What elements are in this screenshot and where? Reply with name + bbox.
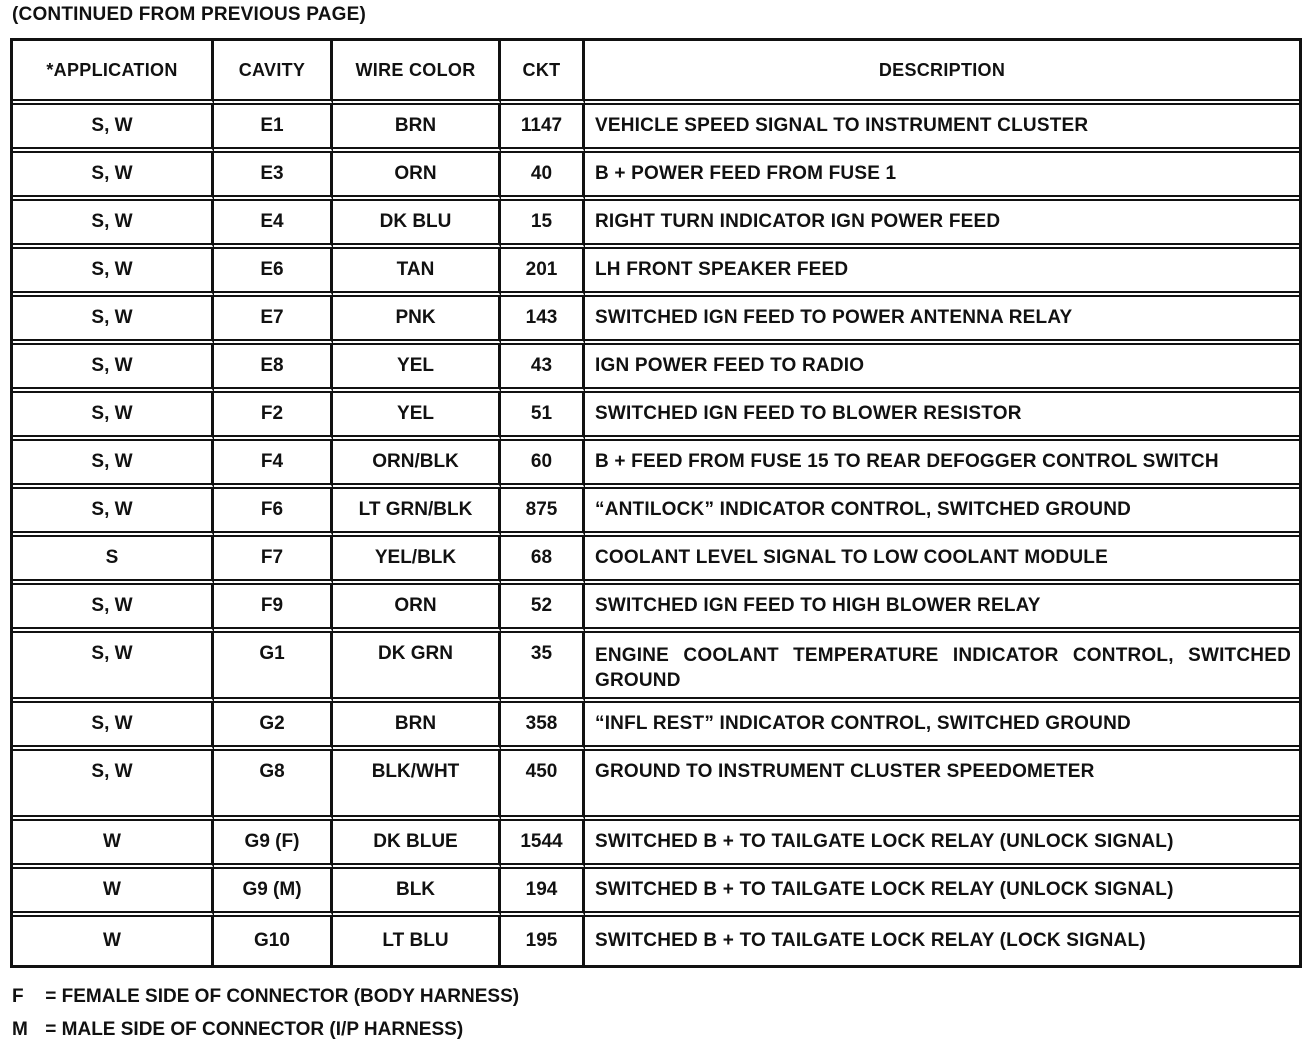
cell-cavity: F9 bbox=[214, 585, 333, 633]
cell-application: W bbox=[13, 821, 214, 869]
table-row bbox=[13, 869, 1299, 917]
table-row bbox=[13, 821, 1299, 869]
cell-description: “INFL REST” INDICATOR CONTROL, SWITCHED GROUND bbox=[585, 703, 1299, 751]
table-row bbox=[13, 917, 1299, 965]
cell-application: S, W bbox=[13, 585, 214, 633]
continued-note: (CONTINUED FROM PREVIOUS PAGE) bbox=[12, 4, 366, 25]
legend-female-text: = FEMALE SIDE OF CONNECTOR (BODY HARNESS) bbox=[45, 986, 520, 1007]
cell-wire-color: BRN bbox=[333, 703, 501, 751]
cell-wire-color: ORN/BLK bbox=[333, 441, 501, 489]
cell-description: B + FEED FROM FUSE 15 TO REAR DEFOGGER CONTROL SWITCH bbox=[585, 441, 1299, 489]
cell-description: “ANTILOCK” INDICATOR CONTROL, SWITCHED GROUND bbox=[585, 489, 1299, 537]
table-row bbox=[13, 297, 1299, 345]
cell-cavity: F7 bbox=[214, 537, 333, 585]
cell-description: SWITCHED B + TO TAILGATE LOCK RELAY (LOCK SIGNAL) bbox=[595, 930, 1146, 951]
legend-male bbox=[12, 1019, 463, 1041]
column-header-application: *APPLICATION bbox=[13, 41, 214, 105]
cell-ckt: 1147 bbox=[501, 105, 585, 153]
connector-pinout-table-frame bbox=[10, 38, 1302, 968]
cell-ckt: 51 bbox=[501, 393, 585, 441]
cell-wire-color: BRN bbox=[333, 105, 501, 153]
cell-ckt: 43 bbox=[501, 345, 585, 393]
cell-cavity: F4 bbox=[214, 441, 333, 489]
column-header-ckt: CKT bbox=[501, 41, 585, 105]
cell-description: SWITCHED B + TO TAILGATE LOCK RELAY (UNLOCK SIGNAL) bbox=[585, 821, 1299, 869]
cell-cavity: F2 bbox=[214, 393, 333, 441]
column-header-description: DESCRIPTION bbox=[585, 41, 1299, 105]
cell-application: S, W bbox=[13, 105, 214, 153]
cell-description: SWITCHED B + TO TAILGATE LOCK RELAY (UNLOCK SIGNAL) bbox=[585, 869, 1299, 917]
cell-description: SWITCHED IGN FEED TO POWER ANTENNA RELAY bbox=[585, 297, 1299, 345]
cell-ckt: 35 bbox=[501, 633, 585, 703]
legend-male-text: = MALE SIDE OF CONNECTOR (I/P HARNESS) bbox=[45, 1019, 464, 1040]
cell-wire-color: ORN bbox=[333, 153, 501, 201]
cell-wire-color: DK BLU bbox=[333, 201, 501, 249]
cell-cavity: G1 bbox=[214, 633, 333, 703]
cell-cavity: E6 bbox=[214, 249, 333, 297]
legend-female-key: F bbox=[12, 986, 24, 1007]
table-row bbox=[13, 393, 1299, 441]
cell-cavity: E3 bbox=[214, 153, 333, 201]
cell-wire-color: ORN bbox=[333, 585, 501, 633]
cell-ckt: 201 bbox=[501, 249, 585, 297]
cell-wire-color: DK GRN bbox=[333, 633, 501, 703]
cell-description: LH FRONT SPEAKER FEED bbox=[585, 249, 1299, 297]
cell-ckt: 450 bbox=[501, 751, 585, 821]
cell-cavity: E1 bbox=[214, 105, 333, 153]
cell-ckt: 60 bbox=[501, 441, 585, 489]
cell-application: S, W bbox=[13, 153, 214, 201]
table-row bbox=[13, 489, 1299, 537]
connector-pinout-table bbox=[13, 41, 1299, 965]
column-header-wire-color: WIRE COLOR bbox=[333, 41, 501, 105]
cell-wire-color: BLK bbox=[333, 869, 501, 917]
cell-wire-color: PNK bbox=[333, 297, 501, 345]
cell-application: W bbox=[13, 917, 214, 965]
cell-ckt: 52 bbox=[501, 585, 585, 633]
header-row bbox=[13, 41, 1299, 105]
cell-application: S, W bbox=[13, 751, 214, 821]
cell-ckt: 875 bbox=[501, 489, 585, 537]
cell-application: S, W bbox=[13, 393, 214, 441]
cell-description: SWITCHED IGN FEED TO HIGH BLOWER RELAY bbox=[585, 585, 1299, 633]
cell-cavity: E8 bbox=[214, 345, 333, 393]
cell-application: S, W bbox=[13, 249, 214, 297]
cell-application: S, W bbox=[13, 297, 214, 345]
cell-application: S, W bbox=[13, 489, 214, 537]
cell-wire-color: BLK/WHT bbox=[333, 751, 501, 821]
cell-description: B + POWER FEED FROM FUSE 1 bbox=[585, 153, 1299, 201]
cell-description: GROUND TO INSTRUMENT CLUSTER SPEEDOMETER bbox=[585, 751, 1299, 821]
cell-ckt: 15 bbox=[501, 201, 585, 249]
table-row bbox=[13, 703, 1299, 751]
cell-ckt: 195 bbox=[501, 917, 585, 965]
cell-application: S, W bbox=[13, 345, 214, 393]
cell-cavity: G10 bbox=[214, 917, 333, 965]
cell-application: W bbox=[13, 869, 214, 917]
table-row bbox=[13, 105, 1299, 153]
cell-wire-color: LT BLU bbox=[333, 917, 501, 965]
table-row bbox=[13, 153, 1299, 201]
table-row bbox=[13, 585, 1299, 633]
cell-wire-color: LT GRN/BLK bbox=[333, 489, 501, 537]
cell-cavity: G9 (M) bbox=[214, 869, 333, 917]
cell-ckt: 68 bbox=[501, 537, 585, 585]
cell-description: VEHICLE SPEED SIGNAL TO INSTRUMENT CLUSTER bbox=[585, 105, 1299, 153]
table-row bbox=[13, 537, 1299, 585]
legend-female bbox=[12, 986, 519, 1008]
cell-ckt: 40 bbox=[501, 153, 585, 201]
cell-wire-color: YEL bbox=[333, 393, 501, 441]
table-row bbox=[13, 201, 1299, 249]
legend-male-key: M bbox=[12, 1019, 28, 1040]
cell-application: S, W bbox=[13, 633, 214, 703]
table-row bbox=[13, 345, 1299, 393]
cell-description: RIGHT TURN INDICATOR IGN POWER FEED bbox=[585, 201, 1299, 249]
cell-wire-color: TAN bbox=[333, 249, 501, 297]
table-row bbox=[13, 441, 1299, 489]
cell-cavity: F6 bbox=[214, 489, 333, 537]
cell-ckt: 143 bbox=[501, 297, 585, 345]
cell-description: SWITCHED IGN FEED TO BLOWER RESISTOR bbox=[585, 393, 1299, 441]
cell-ckt: 358 bbox=[501, 703, 585, 751]
cell-wire-color: YEL bbox=[333, 345, 501, 393]
table-row bbox=[13, 751, 1299, 821]
cell-cavity: E7 bbox=[214, 297, 333, 345]
table-row bbox=[13, 249, 1299, 297]
cell-ckt: 1544 bbox=[501, 821, 585, 869]
cell-ckt: 194 bbox=[501, 869, 585, 917]
cell-application: S, W bbox=[13, 703, 214, 751]
cell-description: COOLANT LEVEL SIGNAL TO LOW COOLANT MODULE bbox=[585, 537, 1299, 585]
cell-cavity: E4 bbox=[214, 201, 333, 249]
cell-description: IGN POWER FEED TO RADIO bbox=[585, 345, 1299, 393]
cell-wire-color: YEL/BLK bbox=[333, 537, 501, 585]
cell-application: S, W bbox=[13, 441, 214, 489]
cell-application: S, W bbox=[13, 201, 214, 249]
cell-wire-color: DK BLUE bbox=[333, 821, 501, 869]
cell-cavity: G2 bbox=[214, 703, 333, 751]
cell-cavity: G8 bbox=[214, 751, 333, 821]
cell-description: ENGINE COOLANT TEMPERATURE INDICATOR CONTROL, SWITCHED GROUND bbox=[585, 633, 1299, 703]
column-header-cavity: CAVITY bbox=[214, 41, 333, 105]
cell-cavity: G9 (F) bbox=[214, 821, 333, 869]
cell-application: S bbox=[13, 537, 214, 585]
table-row bbox=[13, 633, 1299, 703]
